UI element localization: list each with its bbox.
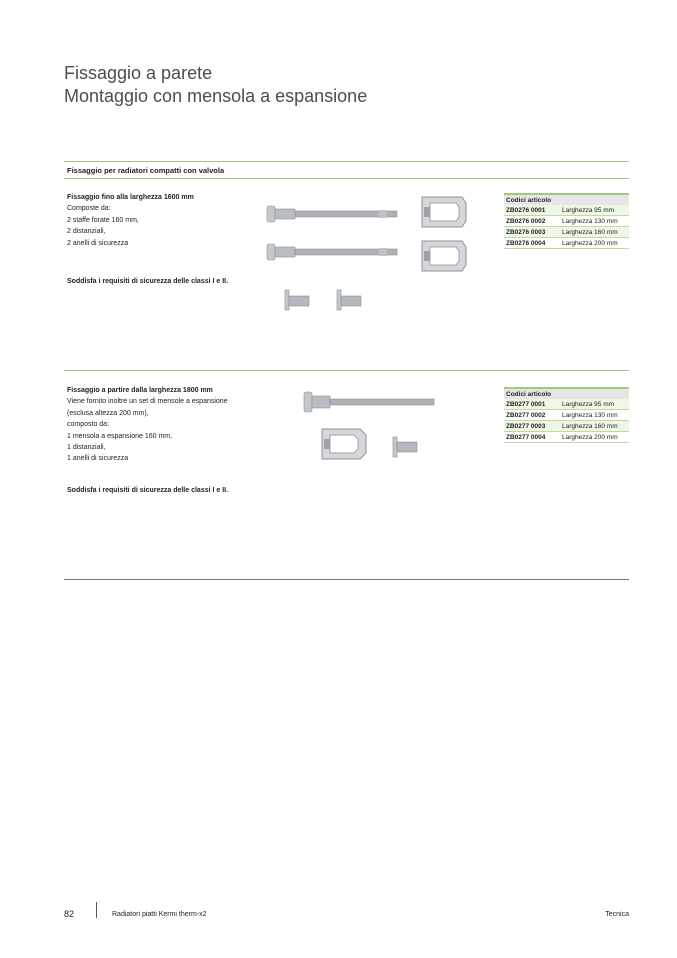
table-row bbox=[504, 216, 629, 227]
article-code: ZB0277 0004 bbox=[504, 432, 560, 443]
block1-line: Composte da: bbox=[67, 205, 111, 213]
article-code: ZB0277 0003 bbox=[504, 421, 560, 432]
safety-ring-illustration bbox=[418, 193, 470, 275]
page-title bbox=[64, 62, 367, 108]
article-code: ZB0276 0003 bbox=[504, 227, 560, 238]
content-end-rule bbox=[64, 579, 629, 580]
expansion-bolt-icon bbox=[304, 392, 434, 412]
article-desc: Larghezza 200 mm bbox=[560, 432, 629, 443]
article-desc: Larghezza 160 mm bbox=[560, 227, 629, 238]
section-heading: Fissaggio per radiatori compatti con valvola bbox=[67, 166, 225, 175]
safety-ring-icon bbox=[322, 429, 366, 459]
table-row bbox=[504, 410, 629, 421]
title-line-1: Fissaggio a parete bbox=[64, 63, 213, 83]
article-code: ZB0276 0004 bbox=[504, 238, 560, 249]
article-code: ZB0276 0001 bbox=[504, 205, 560, 216]
article-desc: Larghezza 130 mm bbox=[560, 216, 629, 227]
section-rule-top bbox=[64, 161, 629, 162]
article-code: ZB0276 0002 bbox=[504, 216, 560, 227]
safety-ring-icon bbox=[422, 241, 466, 271]
table-row bbox=[504, 421, 629, 432]
section-rule-bottom bbox=[64, 178, 629, 179]
spacer-icon bbox=[393, 437, 417, 457]
spacer-icon bbox=[285, 290, 309, 310]
codes-header: Codici articolo bbox=[504, 194, 629, 205]
block2-line: 1 anelli di sicurezza bbox=[67, 455, 129, 463]
block2-line: 1 distanziali, bbox=[67, 444, 106, 452]
block1-line: 2 anelli di sicurezza bbox=[67, 239, 129, 247]
block1-requirement: Soddisfa i requisiti di sicurezza delle classi I e II. bbox=[67, 278, 229, 285]
article-desc: Larghezza 160 mm bbox=[560, 421, 629, 432]
article-desc: Larghezza 130 mm bbox=[560, 410, 629, 421]
block2-line: composto da: bbox=[67, 421, 110, 429]
block2-line: 1 mensola a espansione 160 mm, bbox=[67, 432, 173, 440]
expansion-bracket-illustration bbox=[302, 388, 437, 418]
spacer-illustration-2 bbox=[391, 435, 423, 459]
page-number: 82 bbox=[64, 909, 75, 919]
footer-divider bbox=[96, 902, 97, 918]
article-desc: Larghezza 95 mm bbox=[560, 399, 629, 410]
table-row bbox=[504, 227, 629, 238]
spacer-icon bbox=[337, 290, 361, 310]
table-row bbox=[504, 399, 629, 410]
block2-line: Viene fornito inoltre un set di mensole a espansione bbox=[67, 398, 228, 406]
block2-heading: Fissaggio a partire dalla larghezza 1800 mm bbox=[67, 387, 213, 394]
expansion-bolt-icon bbox=[267, 206, 397, 222]
article-desc: Larghezza 200 mm bbox=[560, 238, 629, 249]
block2-codes-table bbox=[504, 387, 629, 443]
codes-header: Codici articolo bbox=[504, 388, 629, 399]
safety-ring-illustration-2 bbox=[318, 427, 370, 463]
block1-text bbox=[67, 192, 194, 249]
block2-requirement: Soddisfa i requisiti di sicurezza delle classi I e II. bbox=[67, 487, 229, 494]
safety-ring-icon bbox=[422, 197, 466, 227]
article-code: ZB0277 0002 bbox=[504, 410, 560, 421]
footer-product: Radiatori piatti Kermi therm-x2 bbox=[112, 911, 207, 918]
title-line-2: Montaggio con mensola a espansione bbox=[64, 86, 368, 106]
article-desc: Larghezza 95 mm bbox=[560, 205, 629, 216]
table-row bbox=[504, 432, 629, 443]
expansion-bolt-illustration bbox=[265, 200, 405, 272]
block2-text bbox=[67, 385, 228, 465]
block1-heading: Fissaggio fino alla larghezza 1600 mm bbox=[67, 194, 194, 201]
article-code: ZB0277 0001 bbox=[504, 399, 560, 410]
table-row bbox=[504, 238, 629, 249]
table-row bbox=[504, 205, 629, 216]
block1-codes-table bbox=[504, 193, 629, 249]
block2-line: (esclusa altezza 200 mm), bbox=[67, 409, 149, 417]
footer-section: Tecnica bbox=[605, 911, 629, 918]
block1-line: 2 staffe forate 160 mm, bbox=[67, 216, 139, 224]
expansion-bolt-icon bbox=[267, 244, 397, 260]
block-divider bbox=[64, 370, 629, 371]
spacer-illustration bbox=[283, 288, 368, 314]
block1-line: 2 distanziali, bbox=[67, 228, 106, 236]
